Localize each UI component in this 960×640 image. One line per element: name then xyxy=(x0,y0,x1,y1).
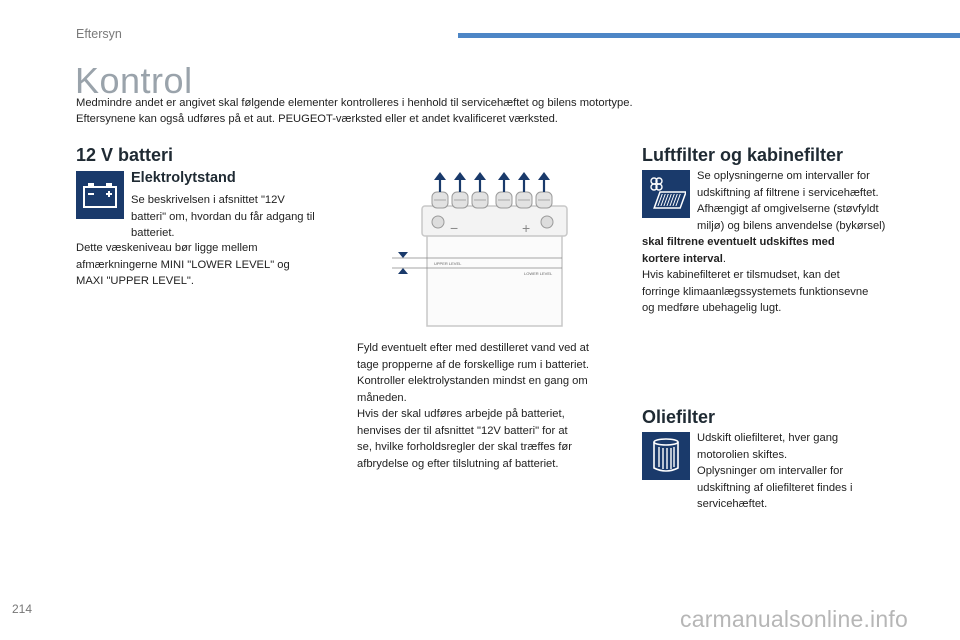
oil-filter-icon xyxy=(642,432,690,480)
refill-line: Hvis der skal udføres arbejde på batteriet, xyxy=(357,408,565,420)
refill-line: Fyld eventuelt efter med destilleret vand ved at xyxy=(357,342,589,354)
airfilter-line: Afhængigt af omgivelserne (støvfyldt xyxy=(697,203,879,215)
battery-refill-paragraph xyxy=(357,340,627,472)
oilfilter-line: Oplysninger om intervaller for xyxy=(697,465,844,477)
airfilter-para-line: og medføre ubehagelig lugt. xyxy=(642,302,782,314)
airfilter-paragraph xyxy=(642,234,922,317)
watermark: carmanualsonline.info xyxy=(680,606,908,632)
battery-diagram xyxy=(392,170,592,330)
plus-sign: + xyxy=(522,220,531,236)
battery-icon xyxy=(76,171,124,219)
battery-level-paragraph xyxy=(76,240,346,290)
oilfilter-line: servicehæftet. xyxy=(697,498,768,510)
terminal-positive xyxy=(541,216,553,228)
level-arrow-down xyxy=(398,252,408,258)
refill-line: Kontroller elektrolystanden mindst en gang om xyxy=(357,375,588,387)
airfilter-para-line: Hvis kabinefilteret er tilsmudset, kan det xyxy=(642,269,840,281)
refill-line: se, hvilke forholdsregler der skal træffes før xyxy=(357,441,572,453)
refill-line: måneden. xyxy=(357,391,407,404)
lower-level-label: LOWER LEVEL xyxy=(524,271,553,276)
refill-line: tage propperne af de forskellige rum i batteriet. xyxy=(357,358,589,371)
oilfilter-heading: Oliefilter xyxy=(642,407,716,427)
minus-sign: − xyxy=(450,220,459,236)
battery-heading: 12 V batteri xyxy=(76,145,174,165)
battery-icon-graphic xyxy=(81,180,119,210)
battery-line: Se beskrivelsen i afsnittet "12V xyxy=(131,194,285,206)
refill-line: afbrydelse og efter tilslutning af batteriet. xyxy=(357,457,559,470)
oilfilter-line: Udskift oliefilteret, hver gang xyxy=(697,432,839,444)
intro-line-2: Eftersynene kan også udføres på et aut. PEUGEOT-værksted eller et andet kvalificeret værksted. xyxy=(76,113,558,125)
oil-filter-icon-graphic xyxy=(648,436,684,476)
oilfilter-text xyxy=(697,430,917,513)
terminal-negative xyxy=(432,216,444,228)
airfilter-line: udskiftning af filtrene i servicehæftet. xyxy=(697,186,879,199)
airfilter-line: Se oplysningerne om intervaller for xyxy=(697,170,870,182)
battery-intro xyxy=(131,192,351,242)
battery-para-line: Dette væskeniveau bør ligge mellem xyxy=(76,242,258,254)
air-filter-icon xyxy=(642,170,690,218)
airfilter-bold-line-2: kortere interval xyxy=(642,252,723,265)
page-title: Kontrol xyxy=(75,60,193,101)
airfilter-line: miljø) og bilens anvendelse (bykørsel) xyxy=(697,219,886,232)
intro-text xyxy=(76,95,896,127)
oilfilter-line: udskiftning af oliefilteret findes i xyxy=(697,481,853,494)
intro-line-1: Medmindre andet er angivet skal følgende elementer kontrolleres i henhold til servicehæftet og bilens motortype. xyxy=(76,97,633,109)
battery-line: batteri" om, hvordan du får adgang til xyxy=(131,210,315,223)
section-header: Eftersyn xyxy=(76,27,122,41)
battery-line: batteriet. xyxy=(131,227,175,239)
airfilter-para-line: forringe klimaanlægssystemets funktionsevne xyxy=(642,285,869,298)
refill-line: henvises der til afsnittet "12V batteri" for at xyxy=(357,424,568,437)
battery-para-line: afmærkningerne MINI "LOWER LEVEL" og xyxy=(76,258,290,271)
oilfilter-line: motorolien skiftes. xyxy=(697,448,788,461)
header-accent-bar xyxy=(458,33,960,38)
air-filter-icon-graphic xyxy=(646,174,686,214)
airfilter-intro xyxy=(697,168,927,234)
airfilter-bold-line-1: skal filtrene eventuelt udskiftes med xyxy=(642,236,835,248)
airfilter-bold-end: . xyxy=(722,252,726,265)
battery-para-line: MAXI "UPPER LEVEL". xyxy=(76,275,194,287)
upper-level-label: UPPER LEVEL xyxy=(434,261,462,266)
battery-case xyxy=(427,232,562,326)
airfilter-heading: Luftfilter og kabinefilter xyxy=(642,145,844,165)
page-number: 214 xyxy=(12,602,33,616)
electrolyte-subheading: Elektrolytstand xyxy=(131,170,236,186)
level-arrow-up xyxy=(398,268,408,274)
